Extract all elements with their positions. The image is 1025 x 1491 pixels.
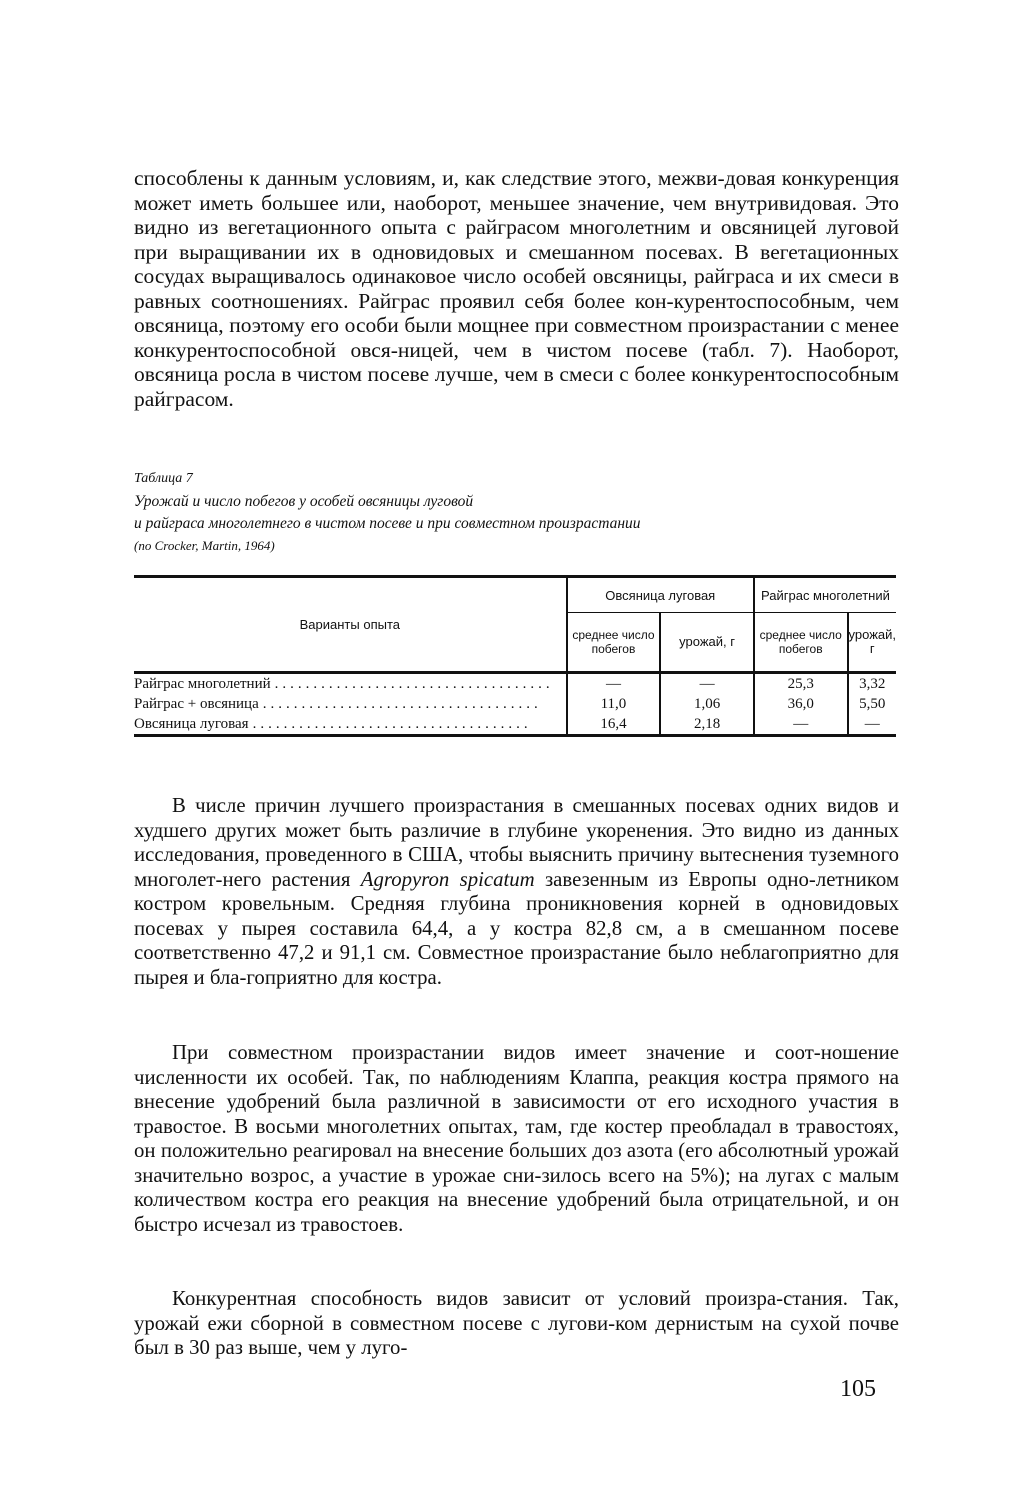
row-label-2: Райграс + овсяница .................................... (134, 696, 542, 712)
header-fescue-yield: урожай, г (660, 613, 754, 673)
table-source: (по Crocker, Martin, 1964) (134, 538, 275, 553)
page-number: 105 (840, 1376, 876, 1402)
cell: — (699, 676, 715, 692)
header-group-fescue: Овсяница луговая (567, 577, 754, 613)
data-table (134, 575, 896, 737)
cell: 11,0 (600, 696, 627, 712)
header-ryegrass-shoots: среднее число побегов (754, 613, 848, 673)
col-ryegrass-shoots (754, 673, 848, 736)
cell: 25,3 (787, 676, 814, 692)
cell: 1,06 (693, 696, 721, 712)
cell: 2,18 (693, 716, 721, 732)
col-fescue-yield (660, 673, 754, 736)
paragraph-4: Конкурентная способность видов зависит от условий произра-стания. Так, урожай ежи сборной в совместном посеве с лугови-ком дернистым на сухой почве был в 30 раз выше, чем у луго- (134, 1287, 899, 1359)
cell: 5,50 (859, 696, 886, 712)
paragraph-1: способлены к данным условиям, и, как следствие этого, межви-довая конкуренция может иметь большее или, наоборот, меньшее значение, чем внутривидовая. Это видно из вегетационного опыта с райграсом многолетним и овсяницей луговой при выращивании их в одновидовых и смешанном посевах. В вегетационных сосудах выращивалось одинаковое число особей овсяницы, райграса и их смеси в равных соотношениях. Райграс проявил себя более кон-курентоспособным, чем овсяница, поэтому его особи были мощнее при совместном произрастании с менее конкурентоспособной овся-ницей, чем в чистом посеве (табл. 7). Наоборот, овсяница росла в чистом посеве лучше, чем в смеси с более конкурентоспособным райграсом. (134, 166, 899, 411)
header-fescue-shoots: среднее число побегов (567, 613, 661, 673)
table-title (134, 491, 904, 557)
paragraph-2: В числе причин лучшего произрастания в смешанных посевах одних видов и худшего других может быть различие в глубине укоренения. Это видно из данных исследования, проведенного в США, чтобы выяснить причину вытеснения туземного многолет-него растения Agropyron spicatum завезенным из Европы одно-летником костром кровельным. Средняя глубина проникновения корней в одновидовых посевах у пырея составила 64,4, а у костра 82,8 см, а в смешанном посеве соответственно 47,2 и 91,1 см. Совместное произрастание было неблагоприятно для пырея и бла-гоприятно для костра. (134, 794, 899, 989)
table-body (134, 673, 896, 736)
paragraph-3: При совместном произрастании видов имеет значение и соот-ношение численности их особей. Так, по наблюдениям Клаппа, реакция костра прямого на внесение удобрений была различной в зависимости от его исходного участия в травостое. В восьми многолетних опытах, там, где костер преобладал в травостоях, он положительно реагировал на внесение больших доз азота (его абсолютный урожай значительно возрос, а участие в урожае сни-зилось всего на 5%); на лугах с малым количеством костра его реакция на внесение удобрений была отрицательной, и он быстро исчезал из травостоев. (134, 1041, 899, 1236)
table-label: Таблица 7 (134, 471, 193, 486)
table-title-line-2: и райграса многолетнего в чистом посеве и при совместном произрастании (134, 515, 641, 532)
cell: — (793, 716, 809, 732)
cell: 16,4 (600, 716, 627, 732)
header-group-ryegrass: Райграс многолетний (754, 577, 896, 613)
cell: 3,32 (859, 676, 886, 692)
table-title-line-1: Урожай и число побегов у особей овсяницы луговой (134, 493, 474, 510)
header-ryegrass-yield: урожай, г (848, 613, 896, 673)
row-label-1: Райграс многолетний .................................... (134, 676, 554, 692)
row-label-3: Овсяница луговая .................................... (134, 716, 532, 732)
col-fescue-shoots (567, 673, 661, 736)
col-ryegrass-yield (848, 673, 896, 736)
cell: — (864, 716, 880, 732)
cell: — (605, 676, 621, 692)
header-variants: Варианты опыта (299, 617, 400, 632)
cell: 36,0 (787, 696, 814, 712)
table-7 (134, 575, 896, 737)
row-labels (134, 673, 567, 736)
species-name: Agropyron spicatum (360, 867, 535, 891)
